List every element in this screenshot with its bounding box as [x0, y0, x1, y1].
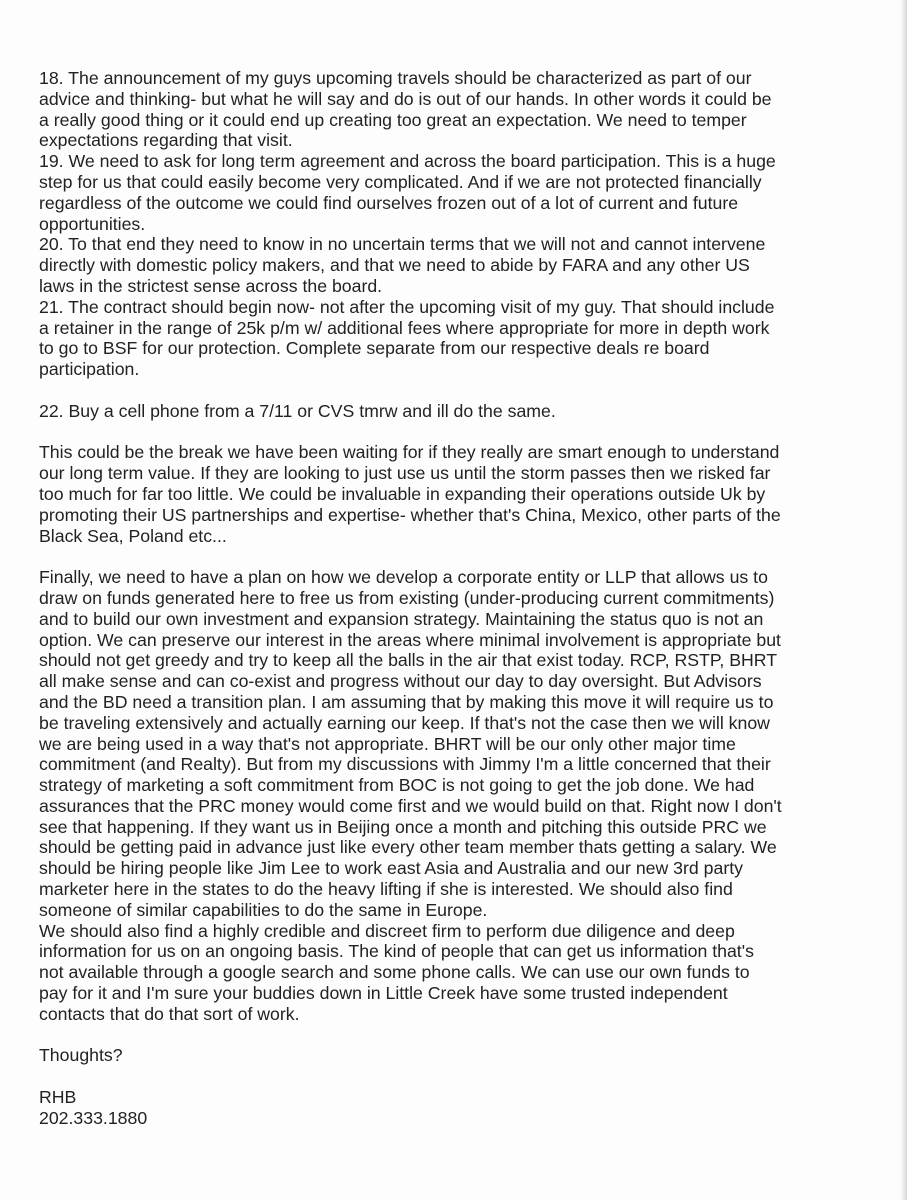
document-body — [39, 68, 839, 1129]
paragraph-gap — [39, 422, 839, 443]
item-19: 19. We need to ask for long term agreement and across the board participation. This is a huge step for us that could easily become very complicated. And if we are not protected financially regardless of the outcome we could find ourselves frozen out of a lot of current and future opportunities. — [39, 151, 776, 234]
paragraph-due-diligence: We should also find a highly credible and discreet firm to perform due diligence and deep information for us on an ongoing basis. The kind of people that can get us information that's not available through a google search and some phone calls. We can use our own funds to pay for it and I'm sure your buddies down in Little Creek have some trusted independent contacts that do that sort of work. — [39, 920, 754, 1024]
signature-block: RHB 202.333.1880 — [39, 1087, 148, 1128]
item-22: 22. Buy a cell phone from a 7/11 or CVS tmrw and ill do the same. — [39, 400, 556, 421]
paragraph-finally: Finally, we need to have a plan on how we develop a corporate entity or LLP that allows us to draw on funds generated here to free us from existing (under-producing current commitments) and to build our own investment and expansion strategy. Maintaining the status quo is not an option. We can preserve our interest in the areas where minimal involvement is appropriate but should not get greedy and try to keep all the balls in the air that exist today. RCP, RSTP, BHRT all make sense and can co-exist and progress without our day to day oversight. But Advisors and the BD need a transition plan. I am assuming that by making this move it will require us to be traveling extensively and actually earning our keep. If that's not the case then we will know we are being used in a way that's not appropriate. BHRT will be our only other major time commitment (and Realty). But from my discussions with Jimmy I'm a little concerned that their strategy of marketing a soft commitment from BOC is not going to get the job done. We had assurances that the PRC money would come first and we would build on that. Right now I don't see that happening. If they want us in Beijing once a month and pitching this outside PRC we should be getting paid in advance just like every other team member thats getting a salary. We should be hiring people like Jim Lee to work east Asia and Australia and our new 3rd party marketer here in the states to do the heavy lifting if she is interested. We should also find someone of similar capabilities to do the same in Europe. — [39, 567, 782, 920]
item-18: 18. The announcement of my guys upcoming travels should be characterized as part of our advice and thinking- but what he will say and do is out of our hands. In other words it could be a really good thing or it could end up creating too great an expectation. We need to temper expectations regarding that visit. — [39, 68, 772, 151]
page-edge-shadow — [900, 0, 907, 1200]
paragraph-break: This could be the break we have been waiting for if they really are smart enough to understand our long term value. If they are looking to just use us until the storm passes then we risked far too much for far too little. We could be invaluable in expanding their operations outside Uk by promoting their US partnerships and expertise- whether that's China, Mexico, other parts of the Black Sea, Poland etc... — [39, 442, 781, 546]
paragraph-gap — [39, 1066, 839, 1087]
item-21: 21. The contract should begin now- not after the upcoming visit of my guy. That should include a retainer in the range of 25k p/m w/ additional fees where appropriate for more in depth work to go to BSF for our protection. Complete separate from our respective deals re board participation. — [39, 296, 775, 380]
closing-question: Thoughts? — [39, 1045, 123, 1066]
paragraph-gap — [39, 1025, 839, 1046]
paragraph-gap — [39, 380, 839, 401]
paragraph-gap — [39, 546, 839, 567]
item-20: 20. To that end they need to know in no uncertain terms that we will not and cannot intervene directly with domestic policy makers, and that we need to abide by FARA and any other US laws in the strictest sense across the board. — [39, 234, 766, 296]
